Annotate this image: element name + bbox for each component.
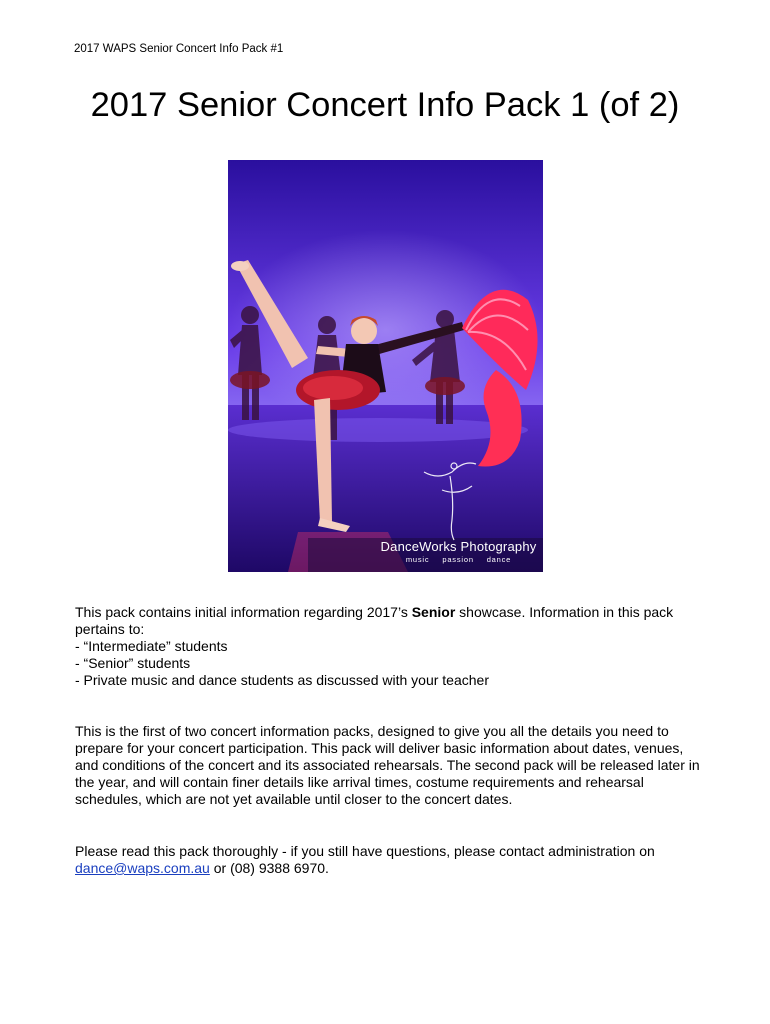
- email-link[interactable]: dance@waps.com.au: [75, 860, 210, 876]
- list-item: - “Senior” students: [75, 655, 191, 671]
- running-header: 2017 WAPS Senior Concert Info Pack #1: [74, 43, 284, 55]
- dance-photo: [228, 160, 543, 572]
- intro-bold-senior: Senior: [411, 604, 456, 620]
- intro-text-after: showcase. Information in this pack pertains to:: [75, 604, 674, 637]
- photo-watermark: [374, 539, 543, 564]
- contact-paragraph: [75, 843, 705, 877]
- watermark-tag: dance: [486, 555, 512, 564]
- dance-photo-illustration: [228, 160, 543, 572]
- intro-lead: [75, 604, 705, 638]
- page-title: 2017 Senior Concert Info Pack 1 (of 2): [90, 86, 680, 124]
- contact-text-after: or (08) 9388 6970.: [209, 860, 329, 876]
- watermark-brand: DanceWorks Photography: [380, 539, 537, 554]
- info-paragraph-text: This is the first of two concert information packs, designed to give you all the details you need to prepare for your concert participation. This pack will deliver basic information about dates, venues, and conditions of the concert and its associated rehearsals. The second pack will be released later in the year, and will contain finer details like arrival times, costume requirements and rehearsal schedules, which are not yet available until closer to the concert dates.: [75, 723, 700, 807]
- intro-text-before: This pack contains initial information regarding 2017’s: [75, 604, 412, 620]
- info-paragraph: [75, 723, 705, 808]
- watermark-tagline: [374, 555, 543, 564]
- contact-paragraph-text: [75, 843, 705, 877]
- watermark-tag: passion: [442, 555, 474, 564]
- watermark-tag: music: [405, 555, 430, 564]
- contact-text-before: Please read this pack thoroughly - if you still have questions, please contact administration on: [75, 843, 655, 859]
- list-item: - “Intermediate” students: [75, 638, 228, 654]
- list-item: - Private music and dance students as discussed with your teacher: [75, 672, 489, 688]
- intro-paragraph: [75, 604, 705, 689]
